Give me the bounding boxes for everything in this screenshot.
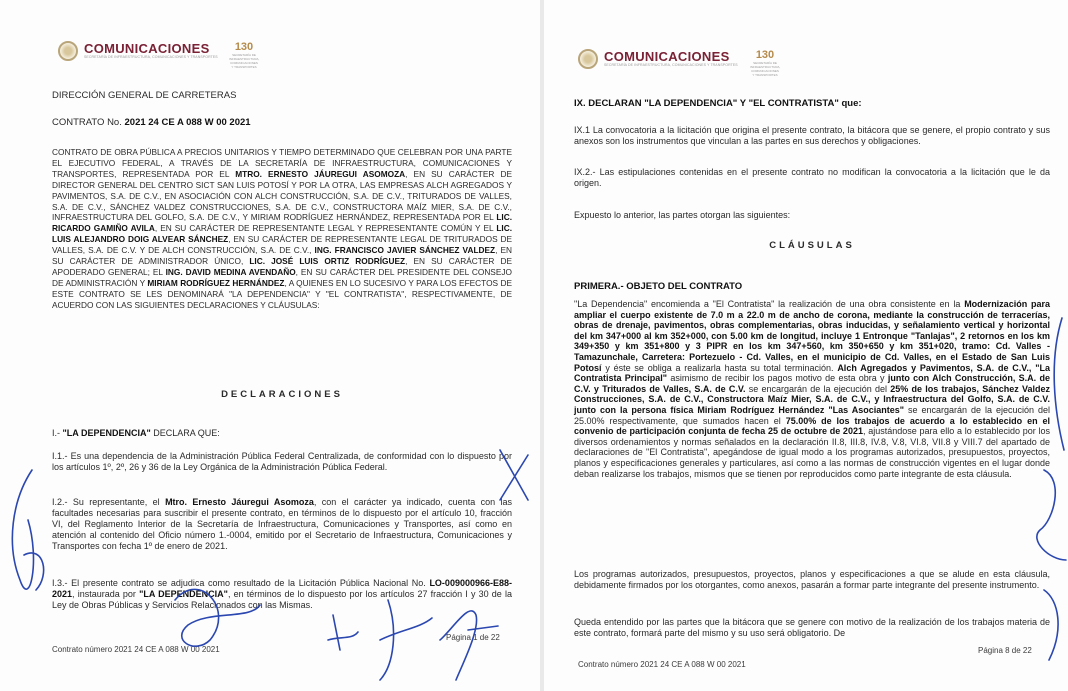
programas-paragraph: Los programas autorizados, presupuestos, proyectos, planos y especificaciones a que se alude en esta cláusula, debidamente firmados por los otorgantes, como anexos, pasarán a formar parte integrante del presente instrumento. xyxy=(574,569,1050,590)
signature-bottom-4 xyxy=(440,611,498,680)
clause-ix-2: IX.2.- Las estipulaciones contenidas en el presente contrato no modifican la convocatoria a la licitación que le da origen. xyxy=(574,167,1050,188)
clause-1-1: I.1.- Es una dependencia de la Administración Pública Federal Centralizada, de conformidad con lo dispuesto por los artículos 1º, 2º, 26 y 36 de la Ley Orgánica de la Administración Pública Federal. xyxy=(52,451,512,472)
page-number: Página 1 de 22 xyxy=(446,633,500,642)
footer-contract-number: Contrato número 2021 24 CE A 088 W 00 2021 xyxy=(52,645,220,654)
primera-heading: PRIMERA.- OBJETO DEL CONTRATO xyxy=(574,281,743,292)
national-seal-icon xyxy=(58,41,78,61)
sict-logo xyxy=(58,41,218,61)
contract-number-line: CONTRATO No. 2021 24 CE A 088 W 00 2021 xyxy=(52,117,251,128)
signature-bottom-2 xyxy=(328,615,358,650)
signature-bottom-3 xyxy=(380,600,432,680)
declaraciones-heading: DECLARACIONES xyxy=(221,389,343,400)
contract-page-8 xyxy=(544,0,1068,691)
logo-tagline: SECRETARÍA DE INFRAESTRUCTURA, COMUNICACIONES Y TRANSPORTES xyxy=(604,63,738,67)
contract-intro: CONTRATO DE OBRA PÚBLICA A PRECIOS UNITARIOS Y TIEMPO DETERMINADO QUE CELEBRAN POR UNA PARTE EL EJECUTIVO FEDERAL, A TRAVÉS DE LA SECRETARÍA DE INFRAESTRUCTURA, COMUNICACIONES Y TRANSPORTES, REPRESENTADA POR EL MTRO. ERNESTO JÁUREGUI ASOMOZA, EN SU CARÁCTER DE DIRECTOR GENERAL DEL CENTRO SICT SAN LUIS POTOSÍ Y POR LA OTRA, LAS EMPRESAS ALCH AGREGADOS Y PAVIMENTOS, S.A. DE C.V., EN ASOCIACIÓN CON ALCH CONSTRUCCIÓN, S.A. DE C.V., TRITURADOS DE VALLES, S.A. DE C.V., SÁNCHEZ VALDEZ CONSTRUCCIONES, S.A. DE C.V., CONSTRUCTORA MAÍZ MIER, S.A. DE C.V., INFRAESTRUCTURA DEL GOLFO, S.A. DE C.V., Y MIRIAM RODRÍGUEZ HERNÁNDEZ, REPRESENTADA POR EL LIC. RICARDO GAMIÑO AVILA, EN SU CARÁCTER DE REPRESENTANTE LEGAL Y REPRESENTANTE COMÚN Y EL LIC. LUIS ALEJANDRO DOIG ALVEAR SÁNCHEZ, EN SU CARÁCTER DE REPRESENTANTE LEGAL DE TRITURADOS DE VALLES, S.A. DE C.V. Y DE ALCH CONSTRUCCIÓN, S.A. DE C.V., ING. FRANCISCO JAVIER SÁNCHEZ VALDEZ, EN SU CARÁCTER DE ADMINISTRADOR ÚNICO, LIC. JOSÉ LUIS ORTIZ RODRÍGUEZ, EN SU CARÁCTER DE APODERADO GENERAL; EL ING. DAVID MEDINA AVENDAÑO, EN SU CARÁCTER DEL PRESIDENTE DEL CONSEJO DE ADMINISTRACIÓN Y MIRIAM RODRÍGUEZ HERNÁNDEZ, A QUIENES EN LO SUCESIVO Y PARA LOS EFECTOS DE ESTE CONTRATO SE LES DENOMINARÁ "LA DEPENDENCIA" Y "EL CONTRATISTA", RESPECTIVAMENTE, DE ACUERDO CON LAS SIGUIENTES DECLARACIONES Y CLÁUSULAS: xyxy=(52,147,513,310)
logo-wordmark: COMUNICACIONES xyxy=(84,41,210,56)
contract-number: 2021 24 CE A 088 W 00 2021 xyxy=(124,117,251,128)
section-1-heading: I.- "LA DEPENDENCIA" DECLARA QUE: xyxy=(52,428,220,438)
signature-left xyxy=(12,470,43,590)
clause-ix-1: IX.1 La convocatoria a la licitación que origina el presente contrato, la bitácora que se genere, el propio contrato y sus anexos son los instrumentos que vinculan a las partes en sus derechos y obligaciones. xyxy=(574,125,1050,146)
sict-logo xyxy=(578,49,738,69)
anniversary-logo: 130 SECRETARÍA DE INFRAESTRUCTURA, COMUNICACIONES Y TRANSPORTES xyxy=(750,49,781,77)
anniversary-logo: 130 SECRETARÍA DE INFRAESTRUCTURA, COMUNICACIONES Y TRANSPORTES xyxy=(229,41,260,69)
bitacora-paragraph: Queda entendido por las partes que la bitácora que se genere con motivo de la realización de los trabajos materia de este contrato, formará parte del mismo y su uso será obligatorio. De xyxy=(574,617,1050,638)
expuesto-text: Expuesto lo anterior, las partes otorgan las siguientes: xyxy=(574,210,791,220)
department-name: DIRECCIÓN GENERAL DE CARRETERAS xyxy=(52,90,237,101)
clausulas-heading: CLÁUSULAS xyxy=(769,240,855,251)
signature-margin-1 xyxy=(1054,318,1064,450)
footer-contract-number: Contrato número 2021 24 CE A 088 W 00 2021 xyxy=(578,660,746,669)
logo-tagline: SECRETARÍA DE INFRAESTRUCTURA, COMUNICACIONES Y TRANSPORTES xyxy=(84,55,218,59)
logo-wordmark: COMUNICACIONES xyxy=(604,49,730,64)
signature-margin-2 xyxy=(1037,470,1066,560)
section-ix-heading: IX. DECLARAN "LA DEPENDENCIA" Y "EL CONTRATISTA" que: xyxy=(574,98,862,109)
page-number: Página 8 de 22 xyxy=(978,646,1032,655)
national-seal-icon xyxy=(578,49,598,69)
clause-1-2: I.2.- Su representante, el Mtro. Ernesto Jáuregui Asomoza, con el carácter ya indicado, cuenta con las facultades necesarias para suscribir el presente contrato, en términos de lo dispuesto por el artículo 10, fracción VI, del Reglamento Interior de la Secretaría de Infraestructura, Comunicaciones y Transportes, así como en atención al contenido del Oficio número 1.-0004, emitido por el Secretario de Infraestructura, Comunicaciones y Transportes con fecha 1º de enero de 2021. xyxy=(52,497,512,551)
clause-1-3: I.3.- El presente contrato se adjudica como resultado de la Licitación Pública Nacional No. LO-009000966-E88-2021, instaurada por "LA DEPENDENCIA", en términos de lo dispuesto por los artículos 27 fracción I y 30 de la Ley de Obras Públicas y Servicios Relacionados con las Mismas. xyxy=(52,578,512,610)
clause-primera: "La Dependencia" encomienda a "El Contratista" la realización de una obra consistente en la Modernización para ampliar el cuerpo existente de 7.0 m a 22.0 m de ancho de corona, mediante la construcción de terracerías, obras de drenaje, pavimentos, obras complementarias, obras inducidas, y señalamiento vertical y horizontal del km 347+000 al km 352+000, con 5.00 km de longitud, incluye 1 Entronque "Tanlajas", 2 retornos en los km 349+350 y km 351+800 y 3 PIPR en los km 347+560, km 350+650 y km 351+020, tramo: Cd. Valles - Tamazunchale, Carretera: Portezuelo - Cd. Valles, en el municipio de Cd. Valles, en el Estado de San Luis Potosí y éste se obliga a realizarla hasta su total terminación. Alch Agregados y Pavimentos, S.A. de C.V., "La Contratista Principal" asimismo de recibir los pagos motivo de esta obra y junto con Alch Construcción, S.A. de C.V. y Triturados de Valles, S.A. de C.V. se encargarán de la ejecución del 25% de los trabajos, Sánchez Valdez Construcciones, S.A. de C.V., Constructora Maíz Mier, S.A. de C.V., y Infraestructura del Golfo, S.A. de C.V. junto con la persona física Miriam Rodríguez Hernández "Las Asociantes" se encargarán de la ejecución del 25.00% respectivamente, que sumados hacen el 75.00% de los trabajos de acuerdo a lo establecido en el convenio de participación conjunta de fecha 25 de octubre de 2021, ajustándose para ello a lo establecido por los diversos ordenamientos y normas señalados en la declaración II.8, III.8, IV.8, V.8, VI.8, VII.8 y VIII.7 del apartado de declaraciones de "El Contratista", apegándose de igual modo a los programas autorizados, presupuestos, proyectos, planos y especificaciones generales y particulares, así como a las normas de construcción vigentes en el lugar donde deban realizarse los trabajos, mismos que se tienen por reproducidos como parte integrante de esta cláusula. xyxy=(574,299,1051,479)
